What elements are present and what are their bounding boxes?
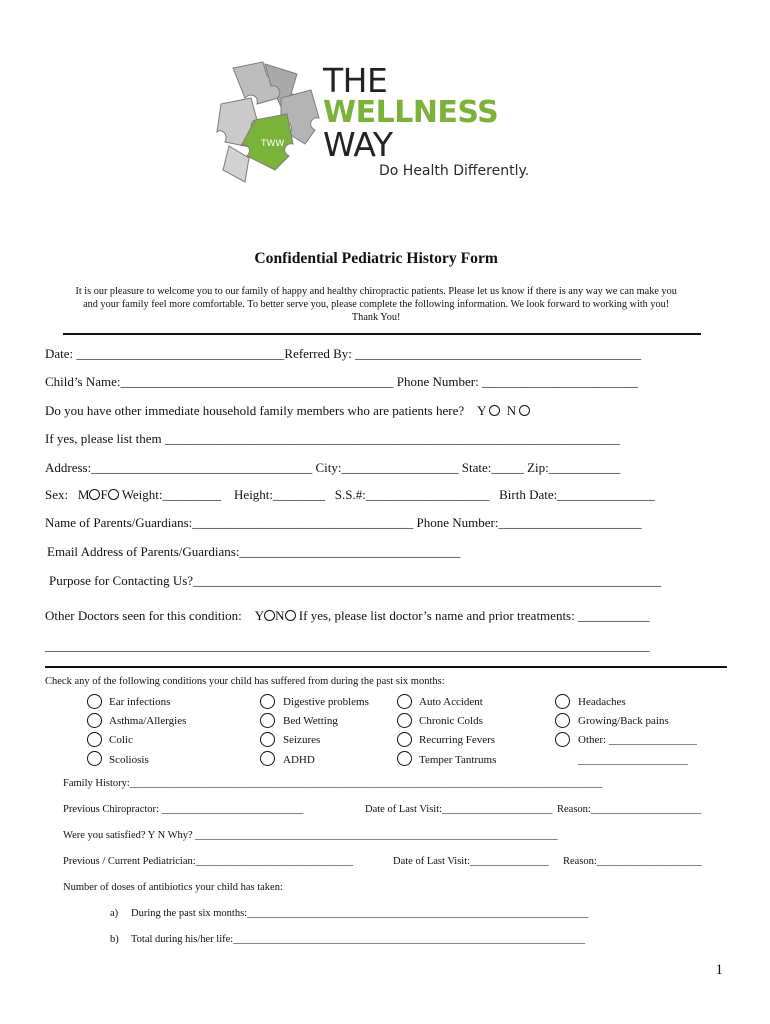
other-doctors-row (45, 608, 649, 624)
digestive-radio[interactable] (260, 694, 275, 709)
prev-chiro-reason-field[interactable]: Reason:_____________________ (557, 804, 702, 815)
cond-temper-tantrums: Temper Tantrums (419, 754, 497, 766)
bed-wetting-radio[interactable] (260, 713, 275, 728)
sex-weight-row (45, 487, 655, 503)
cond-asthma: Asthma/Allergies (109, 715, 187, 727)
child-name-phone-field[interactable]: Child’s Name:__________________________________________ Phone Number: ________________________ (45, 374, 638, 389)
other-doctors-label: Other Doctors seen for this condition: (45, 608, 242, 623)
cond-scoliosis: Scoliosis (109, 754, 149, 766)
parents-field[interactable]: Name of Parents/Guardians:__________________________________ Phone Number:______________________ (45, 515, 642, 530)
other-yes-label: Y (254, 608, 265, 623)
antibiotics-lifetime-field[interactable]: Total during his/her life:___________________________________________________________________ (131, 934, 585, 945)
recurring-fevers-radio[interactable] (397, 732, 412, 747)
address-field[interactable]: Address:__________________________________ City:__________________ State:_____ Zip:___________ (45, 460, 621, 475)
logo-badge: TWW (261, 139, 285, 149)
cond-headaches: Headaches (578, 696, 626, 708)
chronic-colds-radio[interactable] (397, 713, 412, 728)
form-title: Confidential Pediatric History Form (254, 250, 498, 267)
asthma-radio[interactable] (87, 713, 102, 728)
email-field[interactable]: Email Address of Parents/Guardians:__________________________________ (47, 544, 461, 559)
adhd-radio[interactable] (260, 751, 275, 766)
antibiotics-a-label: a) (110, 908, 119, 919)
divider-top (63, 333, 701, 335)
cond-bed-wetting: Bed Wetting (283, 715, 338, 727)
cond-other-blank-line[interactable]: ____________________ (578, 754, 688, 766)
cond-digestive: Digestive problems (283, 696, 369, 708)
divider-middle (45, 666, 727, 668)
cond-chronic-colds: Chronic Colds (419, 715, 483, 727)
ear-infections-radio[interactable] (87, 694, 102, 709)
if-yes-list-field[interactable]: If yes, please list them ______________________________________________________________________ (45, 431, 620, 446)
cond-recurring-fevers: Recurring Fevers (419, 734, 496, 746)
birth-date-field[interactable]: Birth Date:_______________ (499, 487, 655, 502)
cond-seizures: Seizures (283, 734, 321, 746)
other-condition-radio[interactable] (555, 732, 570, 747)
sex-m-label: M (77, 487, 90, 502)
antibiotics-b-label: b) (110, 934, 119, 945)
auto-accident-radio[interactable] (397, 694, 412, 709)
puzzle-logo-icon (215, 58, 327, 186)
cond-other-field[interactable]: Other: ________________ (578, 734, 697, 746)
satisfied-field[interactable]: Were you satisfied? Y N Why? _____________________________________________________________________ (63, 830, 558, 841)
cond-colic: Colic (109, 734, 133, 746)
other-no-label: N (275, 608, 285, 623)
ped-date-field[interactable]: Date of Last Visit:_______________ (393, 856, 549, 867)
other-no-radio[interactable] (285, 610, 296, 621)
seizures-radio[interactable] (260, 732, 275, 747)
pediatrician-field[interactable]: Previous / Current Pediatrician:______________________________ (63, 856, 354, 867)
ped-reason-field[interactable]: Reason:____________________ (563, 856, 702, 867)
antibiotics-six-months-field[interactable]: During the past six months:_________________________________________________________________ (131, 908, 589, 919)
headaches-radio[interactable] (555, 694, 570, 709)
sex-label: Sex: (45, 487, 69, 502)
logo-line-way: WAY (323, 125, 393, 164)
sex-f-radio[interactable] (108, 489, 119, 500)
antibiotics-label: Number of doses of antibiotics your child has taken: (63, 882, 283, 893)
cond-auto-accident: Auto Accident (419, 696, 483, 708)
logo-line-wellness: WELLNESS (323, 95, 499, 130)
intro-line-3: Thank You! (351, 312, 401, 323)
household-yes-label: Y (477, 403, 487, 418)
other-yes-radio[interactable] (264, 610, 275, 621)
household-no-label: N (506, 403, 517, 418)
date-referred-field[interactable]: Date: ________________________________Referred By: ____________________________________________ (45, 346, 642, 361)
household-question (45, 403, 530, 419)
temper-tantrums-radio[interactable] (397, 751, 412, 766)
page-number: 1 (715, 962, 723, 978)
colic-radio[interactable] (87, 732, 102, 747)
prev-chiro-field[interactable]: Previous Chiropractor: ___________________________ (63, 804, 304, 815)
household-question-text: Do you have other immediate household family members who are patients here? (45, 403, 465, 418)
conditions-heading: Check any of the following conditions your child has suffered from during the past six months: (45, 676, 445, 687)
intro-line-2: and your family feel more comfortable. To better serve you, please complete the following information. We look forward to working with you! (83, 299, 670, 310)
household-yes-radio[interactable] (489, 405, 500, 416)
cond-adhd: ADHD (283, 754, 315, 766)
growing-pains-radio[interactable] (555, 713, 570, 728)
treatments-blank-line[interactable]: _____________________________________________________________________________________________ (45, 638, 650, 653)
height-field[interactable]: Height:________ (234, 487, 326, 502)
prev-chiro-date-field[interactable]: Date of Last Visit:_____________________ (365, 804, 553, 815)
weight-field[interactable]: Weight:_________ (121, 487, 222, 502)
sex-m-radio[interactable] (89, 489, 100, 500)
logo-tagline: Do Health Differently. (379, 163, 530, 179)
purpose-field[interactable]: Purpose for Contacting Us?________________________________________________________________________ (49, 573, 662, 588)
other-if-yes-field[interactable]: If yes, please list doctor’s name and prior treatments: ___________ (298, 608, 650, 623)
logo-line-the: THE (323, 61, 388, 100)
wellness-way-logo (215, 58, 537, 186)
cond-ear-infections: Ear infections (109, 696, 171, 708)
ssn-field[interactable]: S.S.#:___________________ (334, 487, 490, 502)
cond-growing-pains: Growing/Back pains (578, 715, 669, 727)
scoliosis-radio[interactable] (87, 751, 102, 766)
sex-f-label: F (100, 487, 108, 502)
family-history-field[interactable]: Family History:__________________________________________________________________________________________ (63, 778, 603, 789)
intro-line-1: It is our pleasure to welcome you to our family of happy and healthy chiropractic patients. Please let us know if there is any way we can make you (75, 286, 677, 297)
household-no-radio[interactable] (519, 405, 530, 416)
